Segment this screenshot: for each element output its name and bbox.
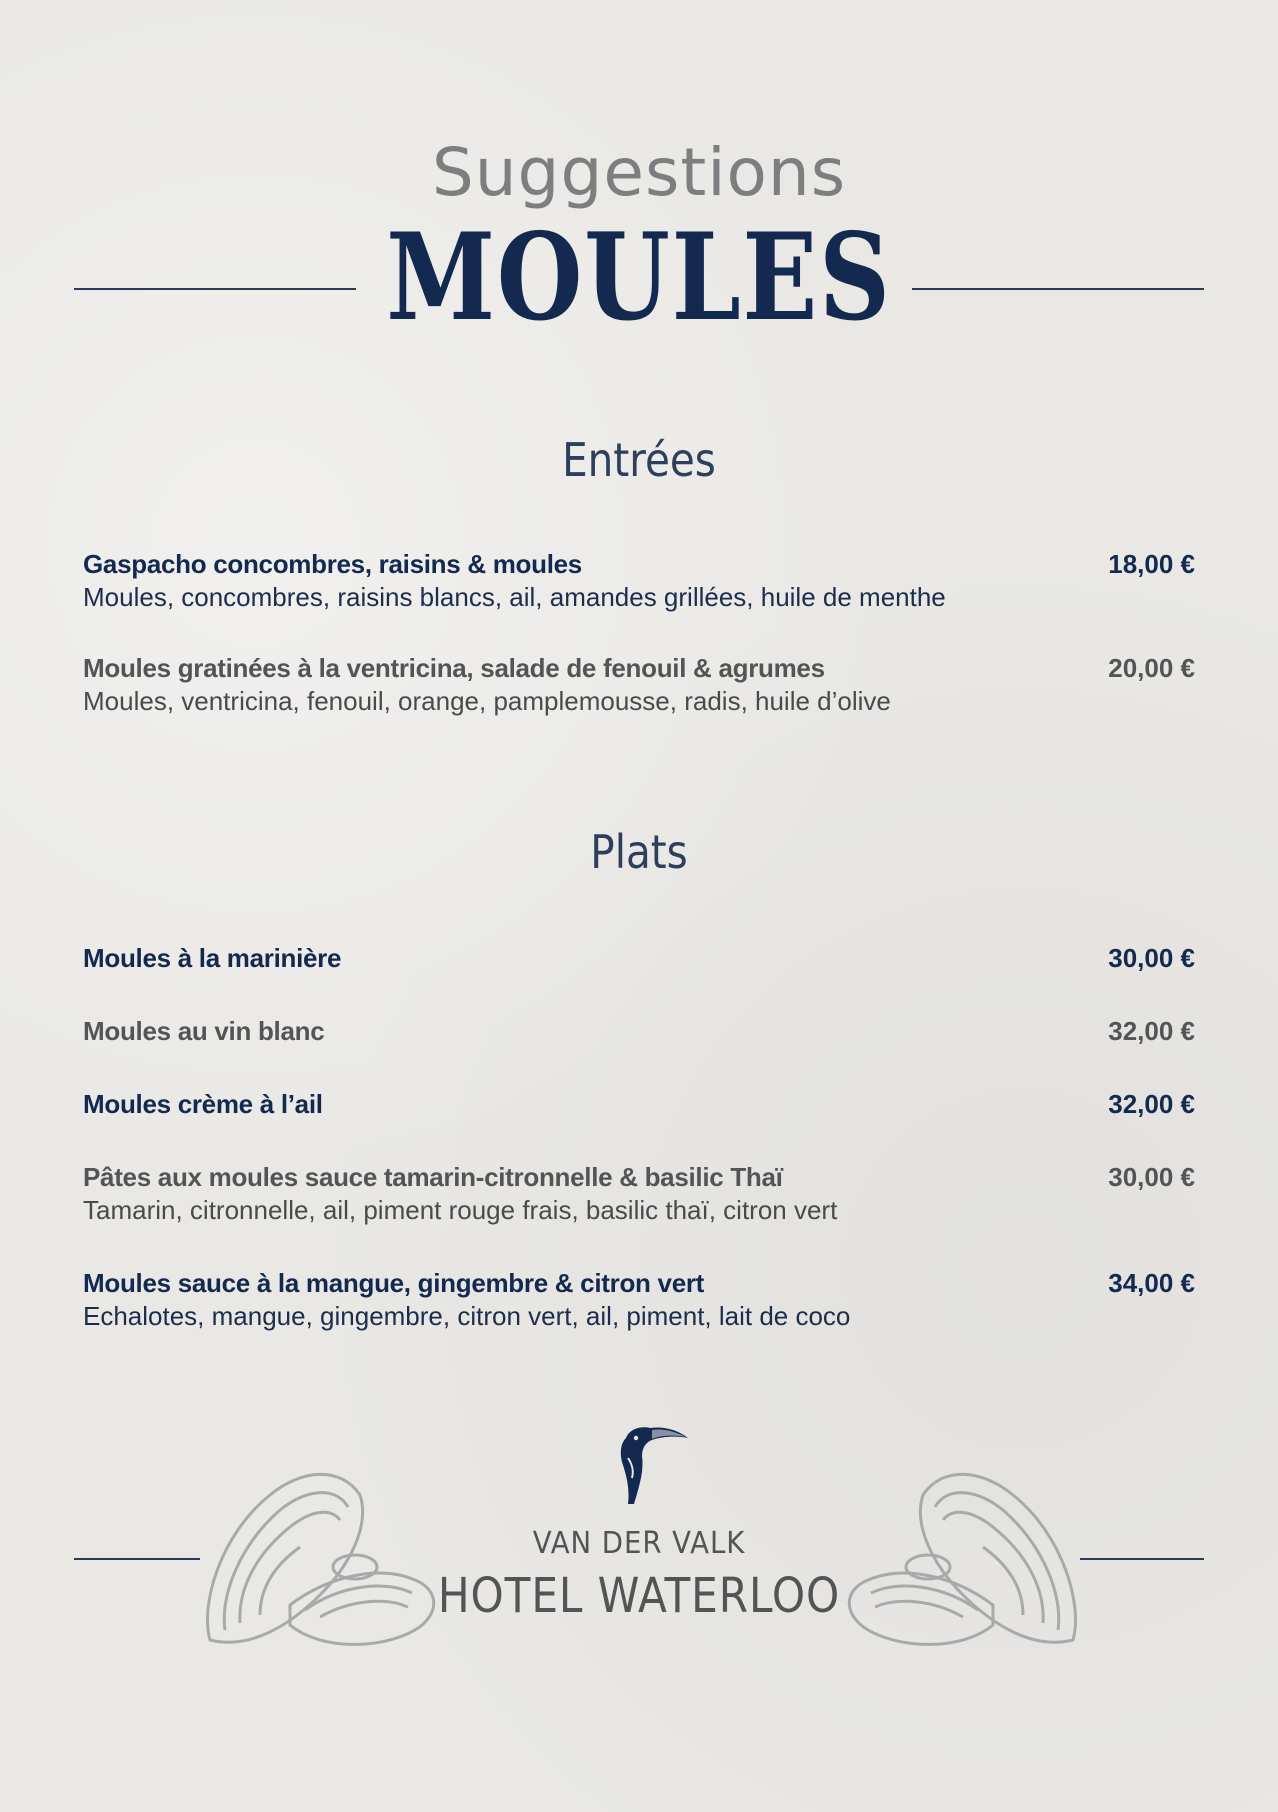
item-name: Moules gratinées à la ventricina, salade de fenouil & agrumes — [83, 653, 825, 683]
hotel-name: HOTEL WATERLOO — [437, 1568, 841, 1624]
toucan-icon — [612, 1418, 692, 1508]
item-name: Moules à la marinière — [83, 943, 342, 973]
item-price: 32,00 € — [1108, 1016, 1195, 1046]
menu-item — [83, 1088, 1195, 1120]
menu-item — [83, 1267, 1195, 1333]
item-description: Moules, ventricina, fenouil, orange, pamplemousse, radis, huile d’olive — [83, 686, 891, 716]
item-price: 34,00 € — [1108, 1268, 1195, 1298]
page-title: MOULES — [386, 207, 892, 348]
item-name: Moules sauce à la mangue, gingembre & citron vert — [83, 1268, 705, 1298]
item-price: 18,00 € — [1108, 549, 1195, 579]
item-name: Gaspacho concombres, raisins & moules — [83, 549, 582, 579]
section-heading-entrees: Entrées — [562, 433, 716, 487]
mussel-shell-icon — [838, 1455, 1083, 1655]
menu-item — [83, 942, 1195, 974]
supertitle: Suggestions — [431, 134, 847, 211]
mussel-shell-icon — [200, 1455, 445, 1655]
item-name: Moules au vin blanc — [83, 1016, 325, 1046]
item-description: Moules, concombres, raisins blancs, ail, amandes grillées, huile de menthe — [83, 582, 946, 612]
menu-item — [83, 1015, 1195, 1047]
item-price: 32,00 € — [1108, 1089, 1195, 1119]
menu-item — [83, 548, 1195, 614]
menu-item — [83, 652, 1195, 718]
item-description: Tamarin, citronnelle, ail, piment rouge frais, basilic thaï, citron vert — [83, 1195, 838, 1225]
item-name: Pâtes aux moules sauce tamarin-citronnelle & basilic Thaï — [83, 1162, 783, 1192]
item-price: 20,00 € — [1108, 653, 1195, 683]
brand-name: VAN DER VALK — [532, 1526, 746, 1561]
item-name: Moules crème à l’ail — [83, 1089, 323, 1119]
item-price: 30,00 € — [1108, 943, 1195, 973]
section-heading-plats: Plats — [590, 825, 688, 879]
menu-item — [83, 1161, 1195, 1227]
item-price: 30,00 € — [1108, 1162, 1195, 1192]
item-description: Echalotes, mangue, gingembre, citron vert, ail, piment, lait de coco — [83, 1301, 851, 1331]
